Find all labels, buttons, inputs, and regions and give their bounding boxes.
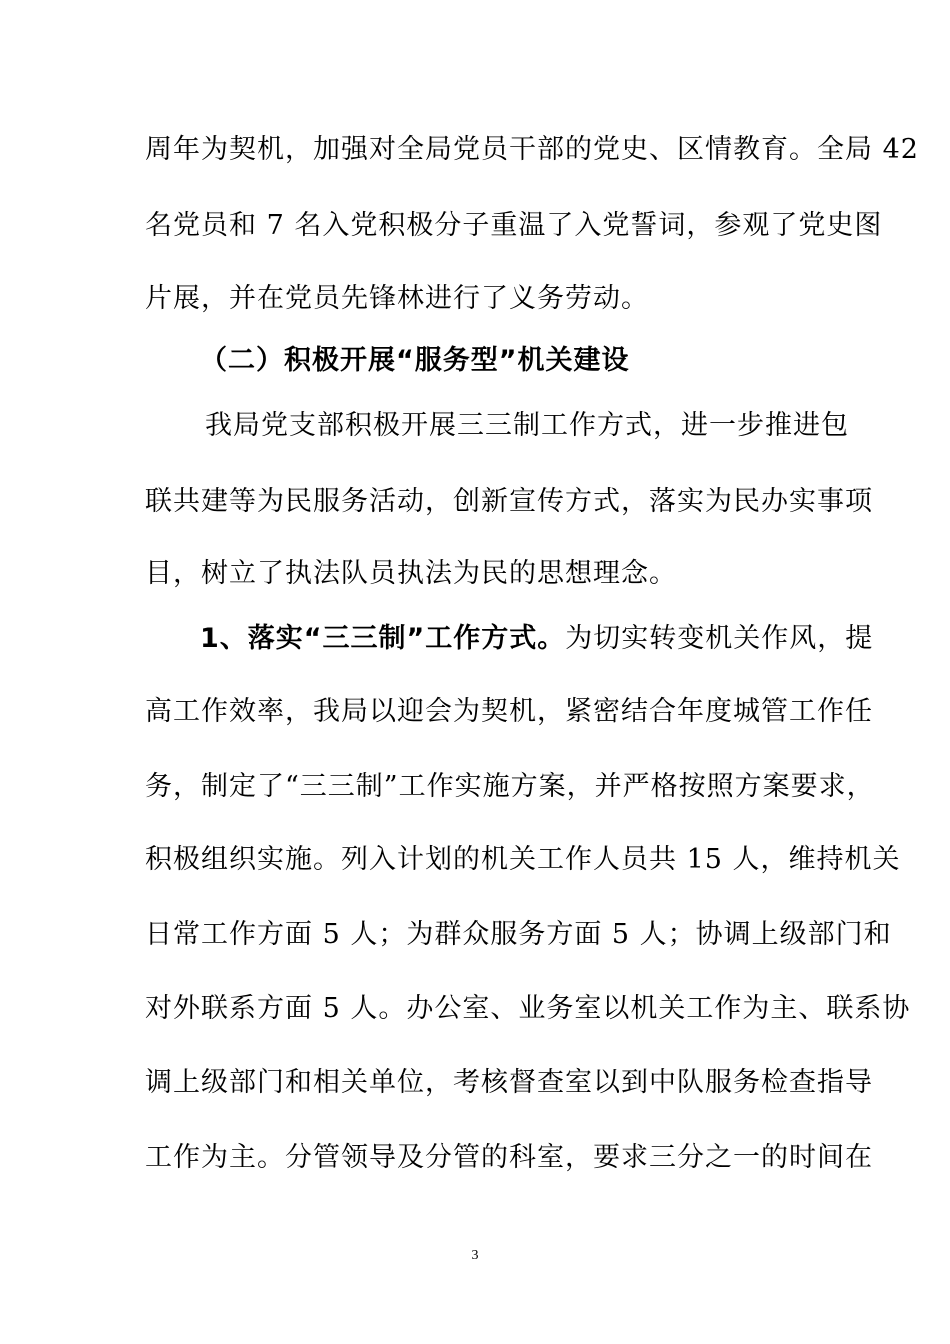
paragraph-line: 周年为契机，加强对全局党员干部的党史、区情教育。全局 42 <box>145 134 919 165</box>
paragraph-line: 为切实转变机关作风，提 <box>565 623 874 654</box>
paragraph-line: 务，制定了“三三制”工作实施方案，并严格按照方案要求， <box>145 771 875 802</box>
paragraph-line: 对外联系方面 5 人。办公室、业务室以机关工作为主、联系协 <box>145 993 911 1024</box>
item-line <box>200 622 874 656</box>
paragraph-line: 我局党支部积极开展三三制工作方式，进一步推进包 <box>205 410 849 441</box>
paragraph-line: 日常工作方面 5 人；为群众服务方面 5 人；协调上级部门和 <box>145 919 892 950</box>
paragraph-line: 名党员和 7 名入党积极分子重温了入党誓词，参观了党史图 <box>145 210 883 241</box>
paragraph-line: 高工作效率，我局以迎会为契机，紧密结合年度城管工作任 <box>145 696 873 727</box>
page-number: 3 <box>471 1248 479 1263</box>
paragraph-line: 联共建等为民服务活动，创新宣传方式，落实为民办实事项 <box>145 486 873 517</box>
paragraph-line: 调上级部门和相关单位，考核督查室以到中队服务检查指导 <box>145 1067 873 1098</box>
paragraph-line: 片展，并在党员先锋林进行了义务劳动。 <box>145 283 649 314</box>
item-heading: 1、落实“三三制”工作方式。 <box>200 623 566 654</box>
paragraph-line: 工作为主。分管领导及分管的科室，要求三分之一的时间在 <box>145 1142 873 1173</box>
paragraph-line: 积极组织实施。列入计划的机关工作人员共 15 人，维持机关 <box>145 844 901 875</box>
section-heading: （二）积极开展“服务型”机关建设 <box>200 345 630 376</box>
paragraph-line: 目，树立了执法队员执法为民的思想理念。 <box>145 558 677 589</box>
